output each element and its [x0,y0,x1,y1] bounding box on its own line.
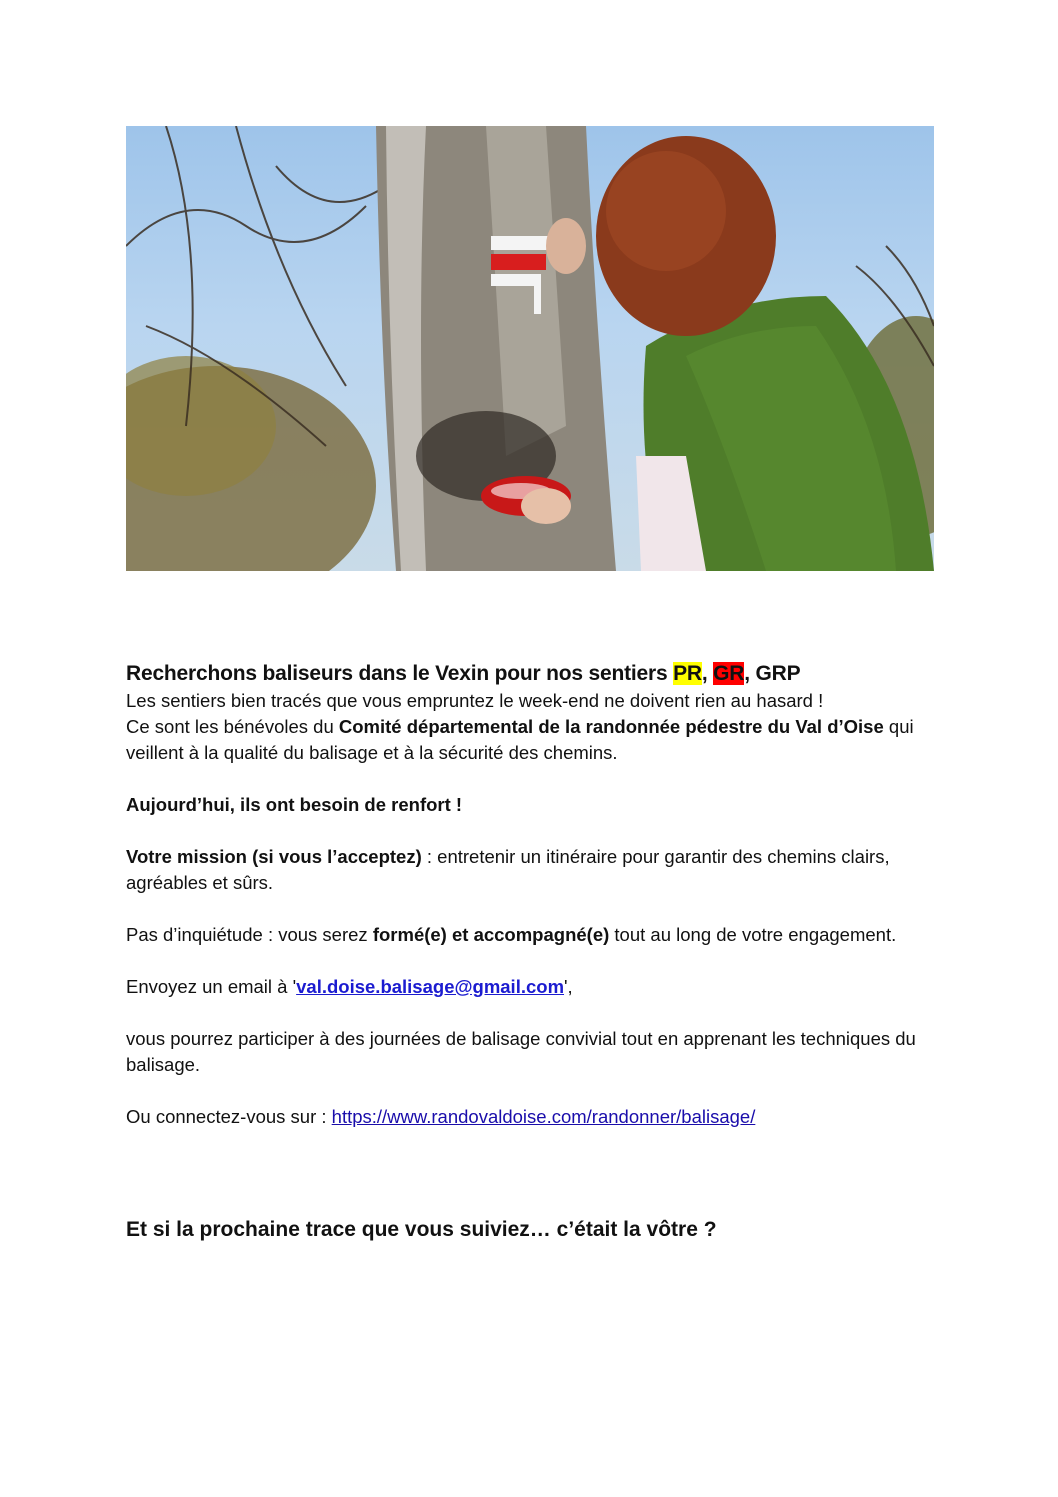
trail-marking-illustration [126,126,934,571]
headline: Recherchons baliseurs dans le Vexin pour nos sentiers PR, GR, GRP [126,662,801,685]
hero-photo [126,126,934,571]
intro-line-1: Les sentiers bien tracés que vous empruntez le week-end ne doivent rien au hasard ! [126,690,824,711]
website-link[interactable]: https://www.randovaldoise.com/randonner/balisage/ [331,1106,756,1127]
article-body [126,660,926,1130]
participate-paragraph: vous pourrez participer à des journées de balisage convivial tout en apprenant les techniques du balisage. [126,1028,916,1075]
website-paragraph: Ou connectez-vous sur : https://www.randovaldoise.com/randonner/balisage/ [126,1106,756,1127]
email-paragraph: Envoyez un email à 'val.doise.balisage@gmail.com', [126,976,573,997]
gr-badge: GR [713,662,745,685]
grp-label: GRP [755,662,801,685]
closing-question: Et si la prochaine trace que vous suiviez… c’était la vôtre ? [126,1218,717,1241]
mission-paragraph: Votre mission (si vous l’acceptez) : entretenir un itinéraire pour garantir des chemins clairs, agréables et sûrs. [126,846,890,893]
training-paragraph: Pas d’inquiétude : vous serez formé(e) et accompagné(e) tout au long de votre engagement. [126,924,897,945]
organization-name: Comité départemental de la randonnée pédestre du Val d’Oise [338,716,884,737]
pr-badge: PR [673,662,702,685]
email-link[interactable]: val.doise.balisage@gmail.com [296,976,565,997]
intro-line-2: Ce sont les bénévoles du Comité départemental de la randonnée pédestre du Val d’Oise qui veillent à la qualité du balisage et à la sécurité des chemins. [126,716,914,763]
need-statement: Aujourd’hui, ils ont besoin de renfort ! [126,794,463,815]
